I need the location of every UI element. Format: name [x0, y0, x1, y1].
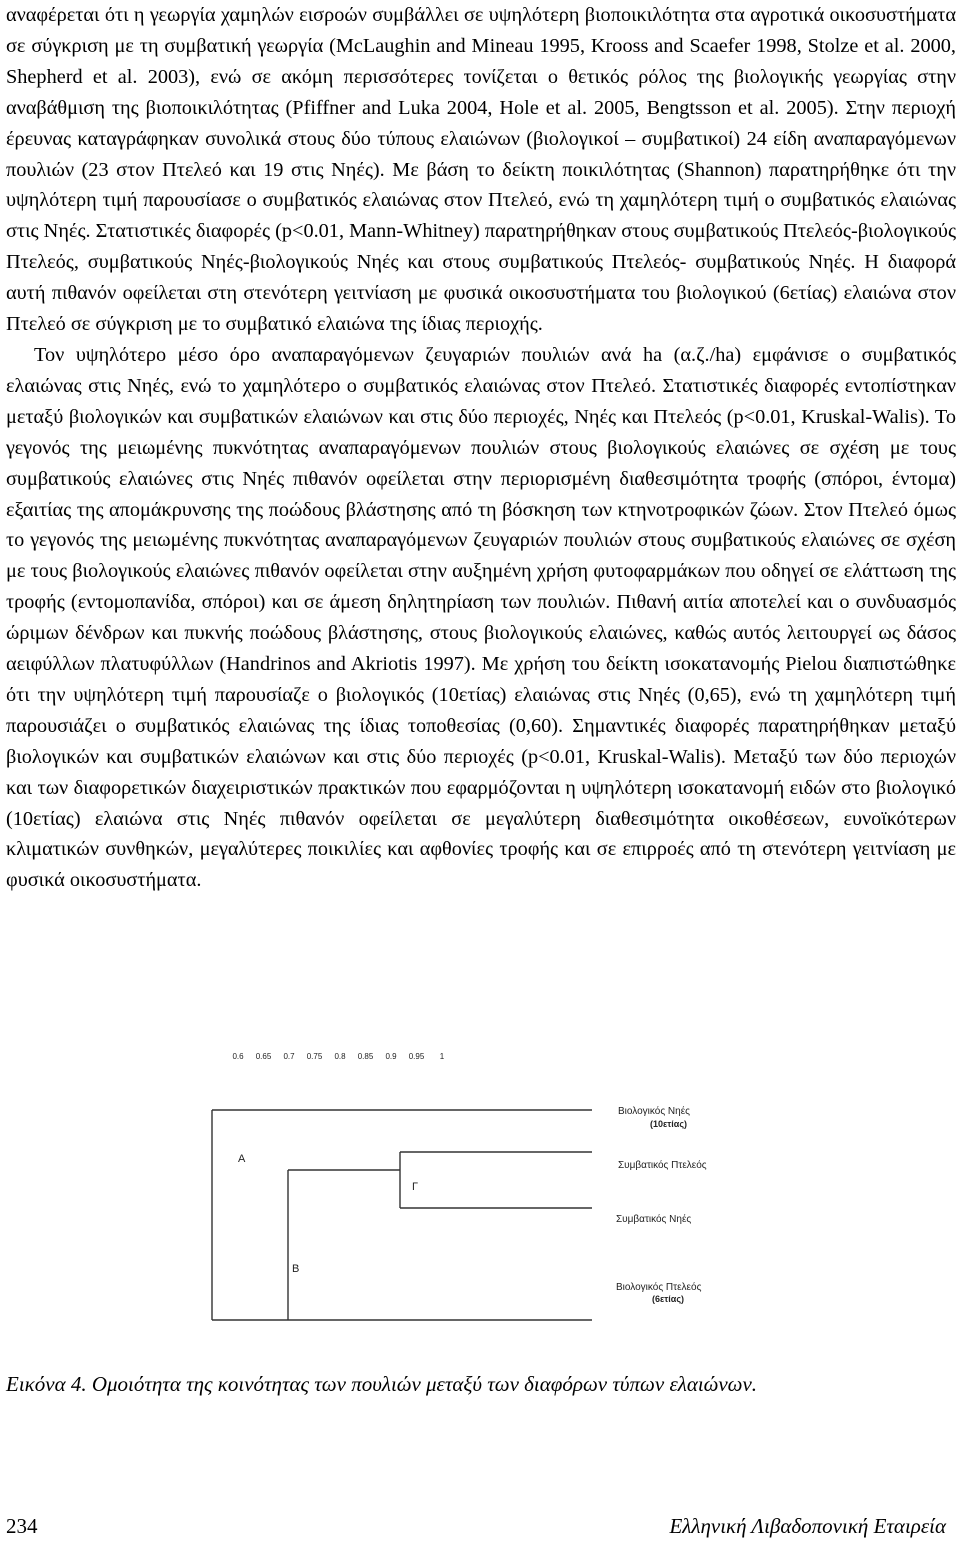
scale-tick-label: 0.75 [306, 1052, 323, 1061]
scale-tick-label: 0.95 [408, 1052, 425, 1061]
leaf-sub-4: (6ετίας) [652, 1294, 685, 1304]
scale-tick-label: 0.85 [357, 1052, 374, 1061]
leaf-label-2: Συμβατικός Πτελεός [618, 1160, 707, 1171]
scale-tick-label: 1 [439, 1052, 445, 1061]
figure-caption: Εικόνα 4. Ομοιότητα της κοινότητας των πουλιών μεταξύ των διαφόρων τύπων ελαιώνων. [6, 1372, 758, 1396]
dendrogram-branches [212, 1110, 592, 1320]
page-number: 234 [6, 1514, 38, 1538]
dendrogram-svg [200, 1050, 760, 1360]
dendrogram-figure [200, 1050, 760, 1360]
scale-tick-label: 0.8 [334, 1052, 346, 1061]
leaf-sub-1: (10ετίας) [650, 1119, 688, 1129]
scale-axis [232, 1052, 444, 1061]
scale-tick-label: 0.65 [255, 1052, 272, 1061]
paragraph-2: Τον υψηλότερο μέσο όρο αναπαραγόμενων ζευγαριών πουλιών ανά ha (α.ζ./ha) εμφάνισε ο συμβατικός ελαιώνας στις Νηές, ενώ το χαμηλότερο ο συμβατικός ελαιώνας στον Πτελεό. Στατιστικές διαφορές εντοπίστηκαν μεταξύ βιολογικών και συμβατικών ελαιώνων και στις δύο περιοχές, Νηές και Πτελεός (p<0.01, Kruskal-Walis). Το γεγονός της μειωμένης πυκνότητας αναπαραγόμενων πουλιών στους βιολογικούς ελαιώνες σε σχέση με τους συμβατικούς ελαιώνες στις Νηές πιθανόν οφείλεται στην περιορισμένη διαθεσιμότητα τροφής (σπόροι, έντομα) εξαιτίας της απομάκρυνσης της ποώδους βλάστησης από τη βόσκηση των κτηνοτροφικών ζώων. Στον Πτελεό όμως το γεγονός της μειωμένης πυκνότητας αναπαραγόμενων ζευγαριών πουλιών στους συμβατικούς ελαιώνες σε σχέση με τους βιολογικούς ελαιώνες πιθανόν οφείλεται στην αυξημένη χρήση φυτοφαρμάκων που οδηγεί σε ελάττωση της τροφής (εντομοπανίδα, σπόροι) και σε άμεση δηλητηρίαση των πουλιών. Πιθανή αιτία αποτελεί και ο συνδυασμός ώριμων δένδρων και πυκνής ποώδους βλάστησης, στους βιολογικούς ελαιώνες, καθώς αυτός λειτουργεί ως δάσος αειφύλλων πλατυφύλλων (Handrinos and Akriotis 1997). Με χρήση του δείκτη ισοκατανομής Pielou διαπιστώθηκε ότι την υψηλότερη τιμή παρουσίαζε ο βιολογικός (10ετίας) ελαιώνας στις Νηές (0,65), ενώ τη χαμηλότερη τιμή παρουσιάζει ο συμβατικός ελαιώνας της ίδιας τοποθεσίας (0,60). Σημαντικές διαφορές παρατηρήθηκαν μεταξύ βιολογικών και συμβατικών ελαιώνων και στις δύο περιοχές (p<0.01, Kruskal-Walis). Μεταξύ των δύο περιοχών και των διαφορετικών διαχειριστικών πρακτικών που εφαρμόζονται η υψηλότερη ισοκατανομή ειδών στο βιολογικό (10ετίας) ελαιώνα στις Νηές πιθανόν οφείλεται σε μεγαλύτερη διαθεσιμότητα οικοθέσεων, ευνοϊκότερων κλιματικών συνθηκών, μεγαλύτερες ποικιλίες και αφθονίες τροφής και σε επιρροές από τη στενότερη γειτνίαση με φυσικά οικοσυστήματα. [6, 343, 956, 892]
publisher-name: Ελληνική Λιβαδοπονική Εταιρεία [669, 1514, 946, 1538]
node-label-c: Γ [412, 1181, 419, 1193]
leaf-label-1: Βιολογικός Νηές [618, 1106, 690, 1117]
scale-tick-label: 0.7 [283, 1052, 295, 1061]
leaf-label-3: Συμβατικός Νηές [616, 1214, 692, 1225]
paragraph-1: αναφέρεται ότι η γεωργία χαμηλών εισροών συμβάλλει σε υψηλότερη βιοποικιλότητα στα αγροτικά οικοσυστήματα σε σύγκριση με τη συμβατική γεωργία (McLaughin and Mineau 1995, Krooss and Scaefer 1998, Stolze et al. 2000, Shepherd et al. 2003), ενώ σε ακόμη περισσότερες τονίζεται ο θετικός ρόλος της βιολογικής γεωργίας στην αναβάθμιση της βιοποικιλότητας (Pfiffner and Luka 2004, Hole et al. 2005, Bengtsson et al. 2005). Στην περιοχή έρευνας καταγράφηκαν συνολικά στους δύο τύπους ελαιώνων (βιολογικοί – συμβατικοί) 24 είδη αναπαραγόμενων πουλιών (23 στον Πτελεό και 19 στις Νηές). Με βάση το δείκτη ποικιλότητας (Shannon) παρατηρήθηκε ότι την υψηλότερη τιμή παρουσίασε ο συμβατικός ελαιώνας στον Πτελεό, ενώ τη χαμηλότερη τιμή ο συμβατικός ελαιώνας στις Νηές. Στατιστικές διαφορές (p<0.01, Mann-Whitney) παρατηρήθηκαν στους συμβατικούς Πτελεός-βιολογικούς Πτελεός, συμβατικούς Νηές-βιολογικούς Νηές και στους συμβατικούς Πτελεός- συμβατικούς Νηές. Η διαφορά αυτή πιθανόν οφείλεται στη στενότερη γειτνίαση με φυσικά οικοσυστήματα του βιολογικού (6ετίας) ελαιώνα στον Πτελεό σε σύγκριση με το συμβατικό ελαιώνα της ίδιας περιοχής. [6, 4, 956, 336]
scale-tick-label: 0.9 [385, 1052, 397, 1061]
node-label-b: Β [292, 1263, 300, 1275]
leaf-label-4: Βιολογικός Πτελεός [616, 1282, 702, 1293]
body-text [6, 0, 956, 896]
node-label-a: Α [238, 1153, 246, 1165]
scale-tick-label: 0.6 [232, 1052, 244, 1061]
